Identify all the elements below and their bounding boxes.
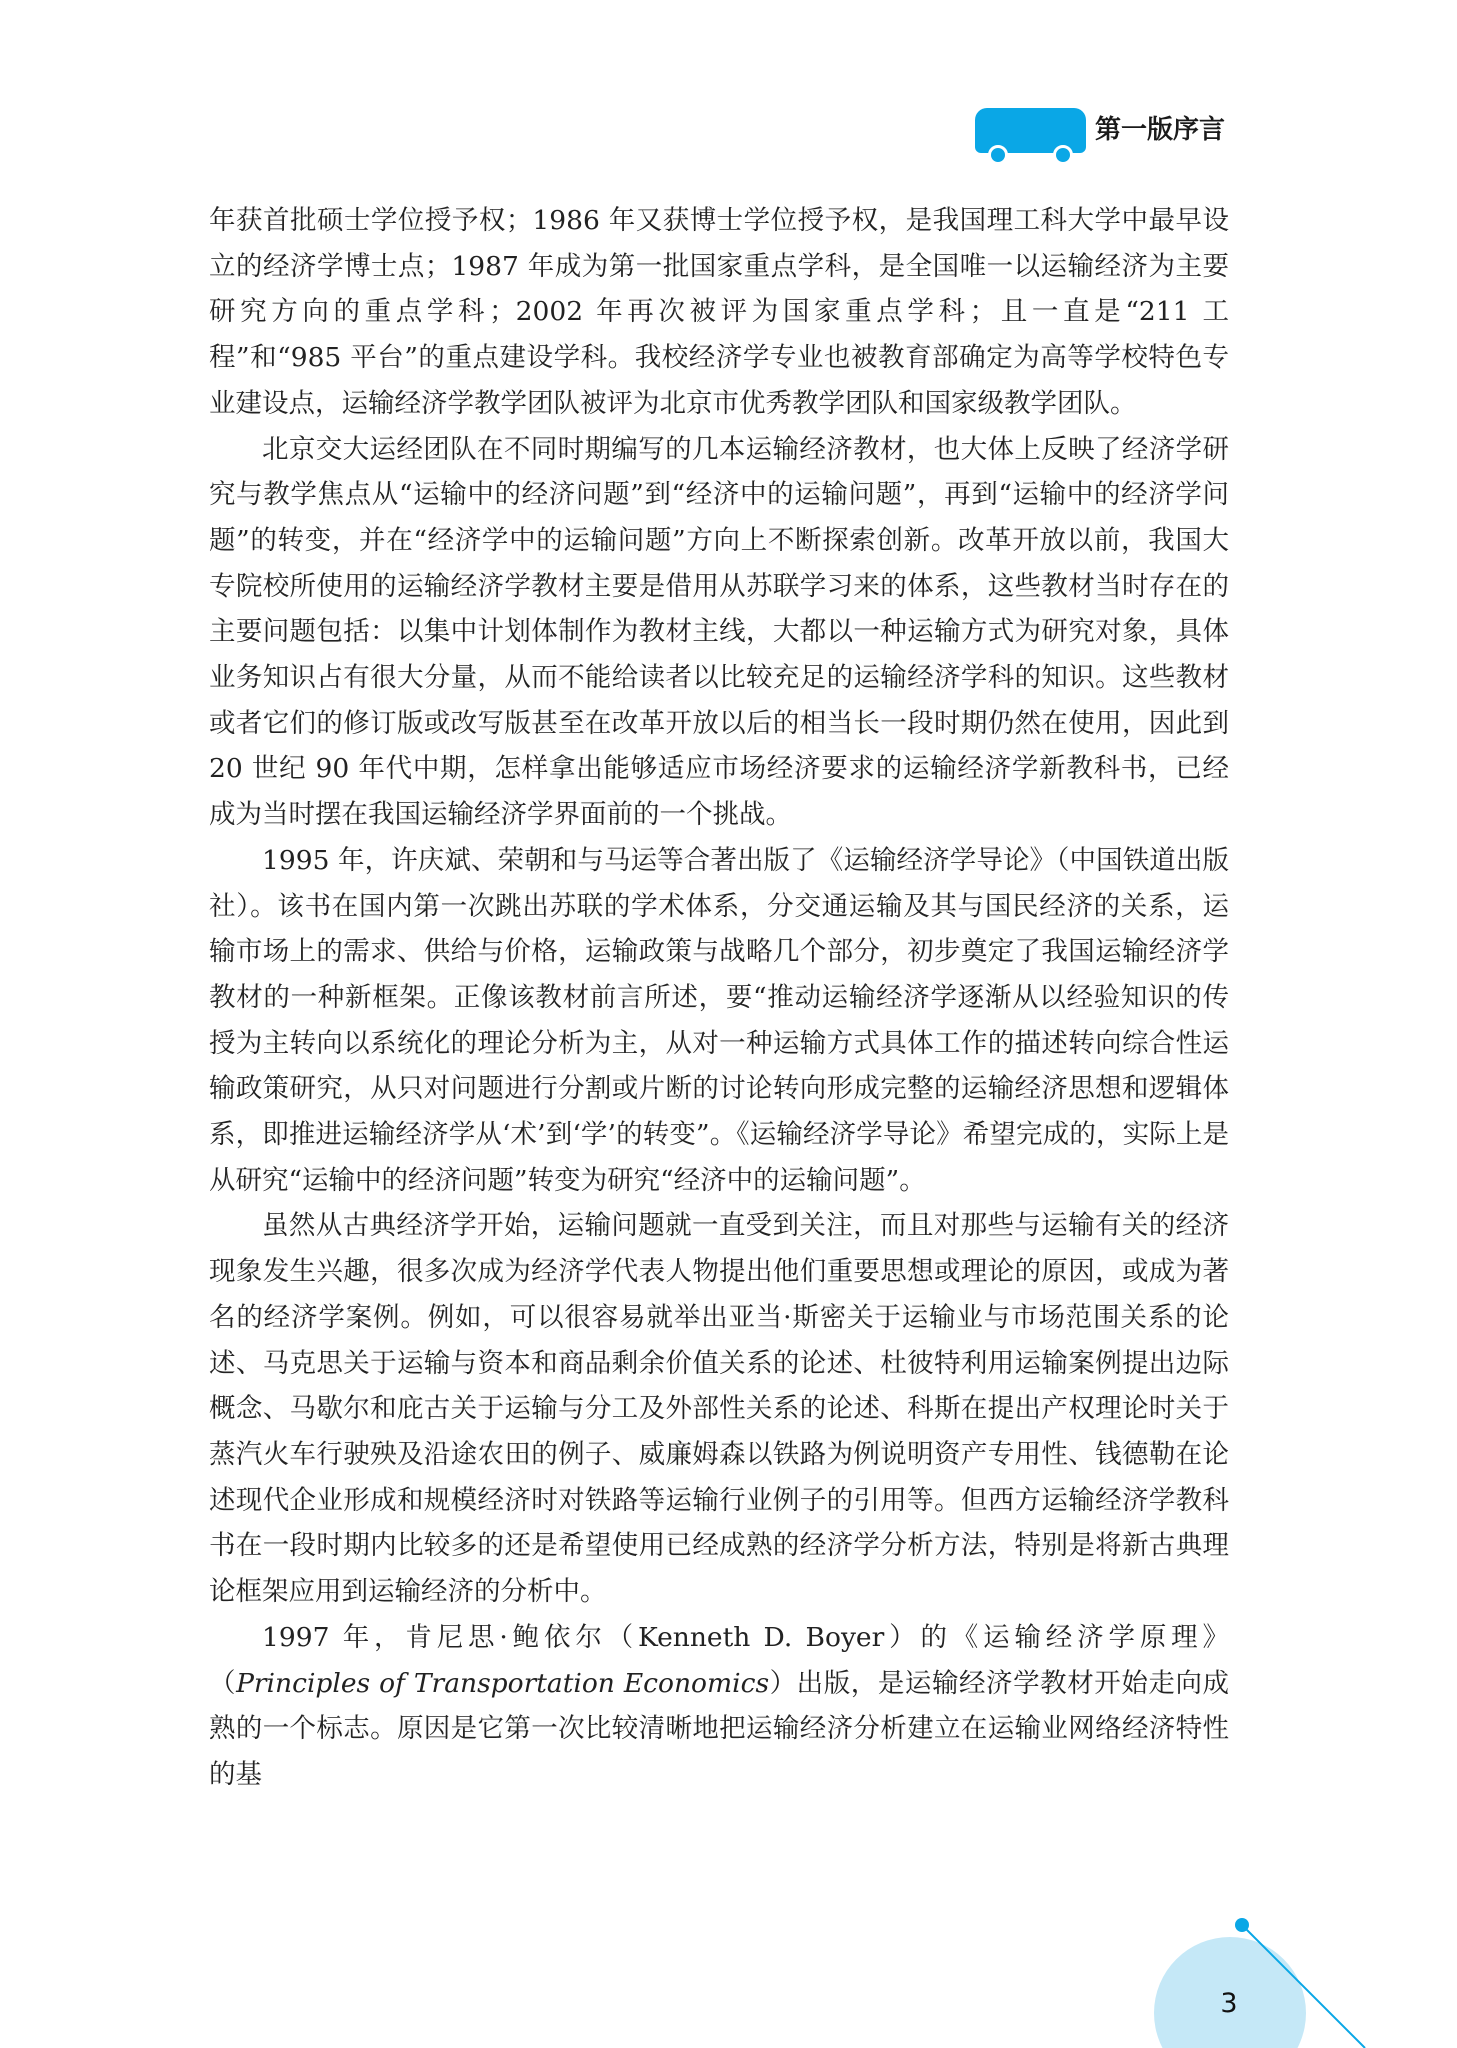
decor-dot: [1235, 1918, 1249, 1932]
paragraph: 1995 年，许庆斌、荣朝和与马运等合著出版了《运输经济学导论》（中国铁道出版社）。该书在国内第一次跳出苏联的学术体系，分交通运输及其与国民经济的关系，运输市场上的需求、供给与价格，运输政策与战略几个部分，初步奠定了我国运输经济学教材的一种新框架。正像该教材前言所述，要“推动运输经济学逐渐从以经验知识的传授为主转向以系统化的理论分析为主，从对一种运输方式具体工作的描述转向综合性运输政策研究，从只对问题进行分割或片断的讨论转向形成完整的运输经济思想和逻辑体系，即推进运输经济学从‘术’到‘学’的转变”。《运输经济学导论》希望完成的，实际上是从研究“运输中的经济问题”转变为研究“经济中的运输问题”。: [209, 844, 1229, 1196]
page-number: 3: [1220, 1988, 1238, 2019]
paragraph-text: ）出版，是运输经济学教材开始走向成熟的一个标志。原因是它第一次比较清晰地把运输经济分析建立在运输业网络经济特性的基: [209, 1667, 1230, 1790]
paragraph: 北京交大运经团队在不同时期编写的几本运输经济教材，也大体上反映了经济学研究与教学焦点从“运输中的经济问题”到“经济中的运输问题”，再到“运输中的经济学问题”的转变，并在“经济学中的运输问题”方向上不断探索创新。改革开放以前，我国大专院校所使用的运输经济学教材主要是借用从苏联学习来的体系，这些教材当时存在的主要问题包括：以集中计划体制作为教材主线，大都以一种运输方式为研究对象，具体业务知识占有很大分量，从而不能给读者以比较充足的运输经济学科的知识。这些教材或者它们的修订版或改写版甚至在改革开放以后的相当长一段时期仍然在使用，因此到 20 世纪 90 年代中期，怎样拿出能够适应市场经济要求的运输经济学新教科书，已经成为当时摆在我国运输经济学界面前的一个挑战。: [209, 433, 1229, 831]
bus-wheel-icon: [988, 145, 1008, 165]
chapter-title: 第一版序言: [1095, 115, 1226, 145]
body-text: [209, 198, 1229, 1798]
paragraph: [209, 1615, 1229, 1798]
paragraph-text: 1997 年，肯尼思·鲍依尔（Kenneth D. Boyer）的《运输经济学原理》（: [209, 1621, 1229, 1699]
paragraph: 年获首批硕士学位授予权；1986 年又获博士学位授予权，是我国理工科大学中最早设立的经济学博士点；1987 年成为第一批国家重点学科，是全国唯一以运输经济为主要研究方向的重点学科；2002 年再次被评为国家重点学科；且一直是“211 工程”和“985 平台”的重点建设学科。我校经济学专业也被教育部确定为高等学校特色专业建设点，运输经济学教学团队被评为北京市优秀教学团队和国家级教学团队。: [209, 205, 1229, 419]
page-corner-decoration: [1150, 1905, 1457, 2048]
bus-wheel-icon: [1053, 145, 1073, 165]
chapter-header: [975, 108, 1232, 155]
book-title-italic: Principles of Transportation Economics: [236, 1667, 770, 1699]
paragraph: 虽然从古典经济学开始，运输问题就一直受到关注，而且对那些与运输有关的经济现象发生兴趣，很多次成为经济学代表人物提出他们重要思想或理论的原因，或成为著名的经济学案例。例如，可以很容易就举出亚当·斯密关于运输业与市场范围关系的论述、马克思关于运输与资本和商品剩余价值关系的论述、杜彼特利用运输案例提出边际概念、马歇尔和庇古关于运输与分工及外部性关系的论述、科斯在提出产权理论时关于蒸汽火车行驶殃及沿途农田的例子、威廉姆森以铁路为例说明资产专用性、钱德勒在论述现代企业形成和规模经济时对铁路等运输行业例子的引用等。但西方运输经济学教科书在一段时期内比较多的还是希望使用已经成熟的经济学分析方法，特别是将新古典理论框架应用到运输经济的分析中。: [209, 1210, 1229, 1608]
